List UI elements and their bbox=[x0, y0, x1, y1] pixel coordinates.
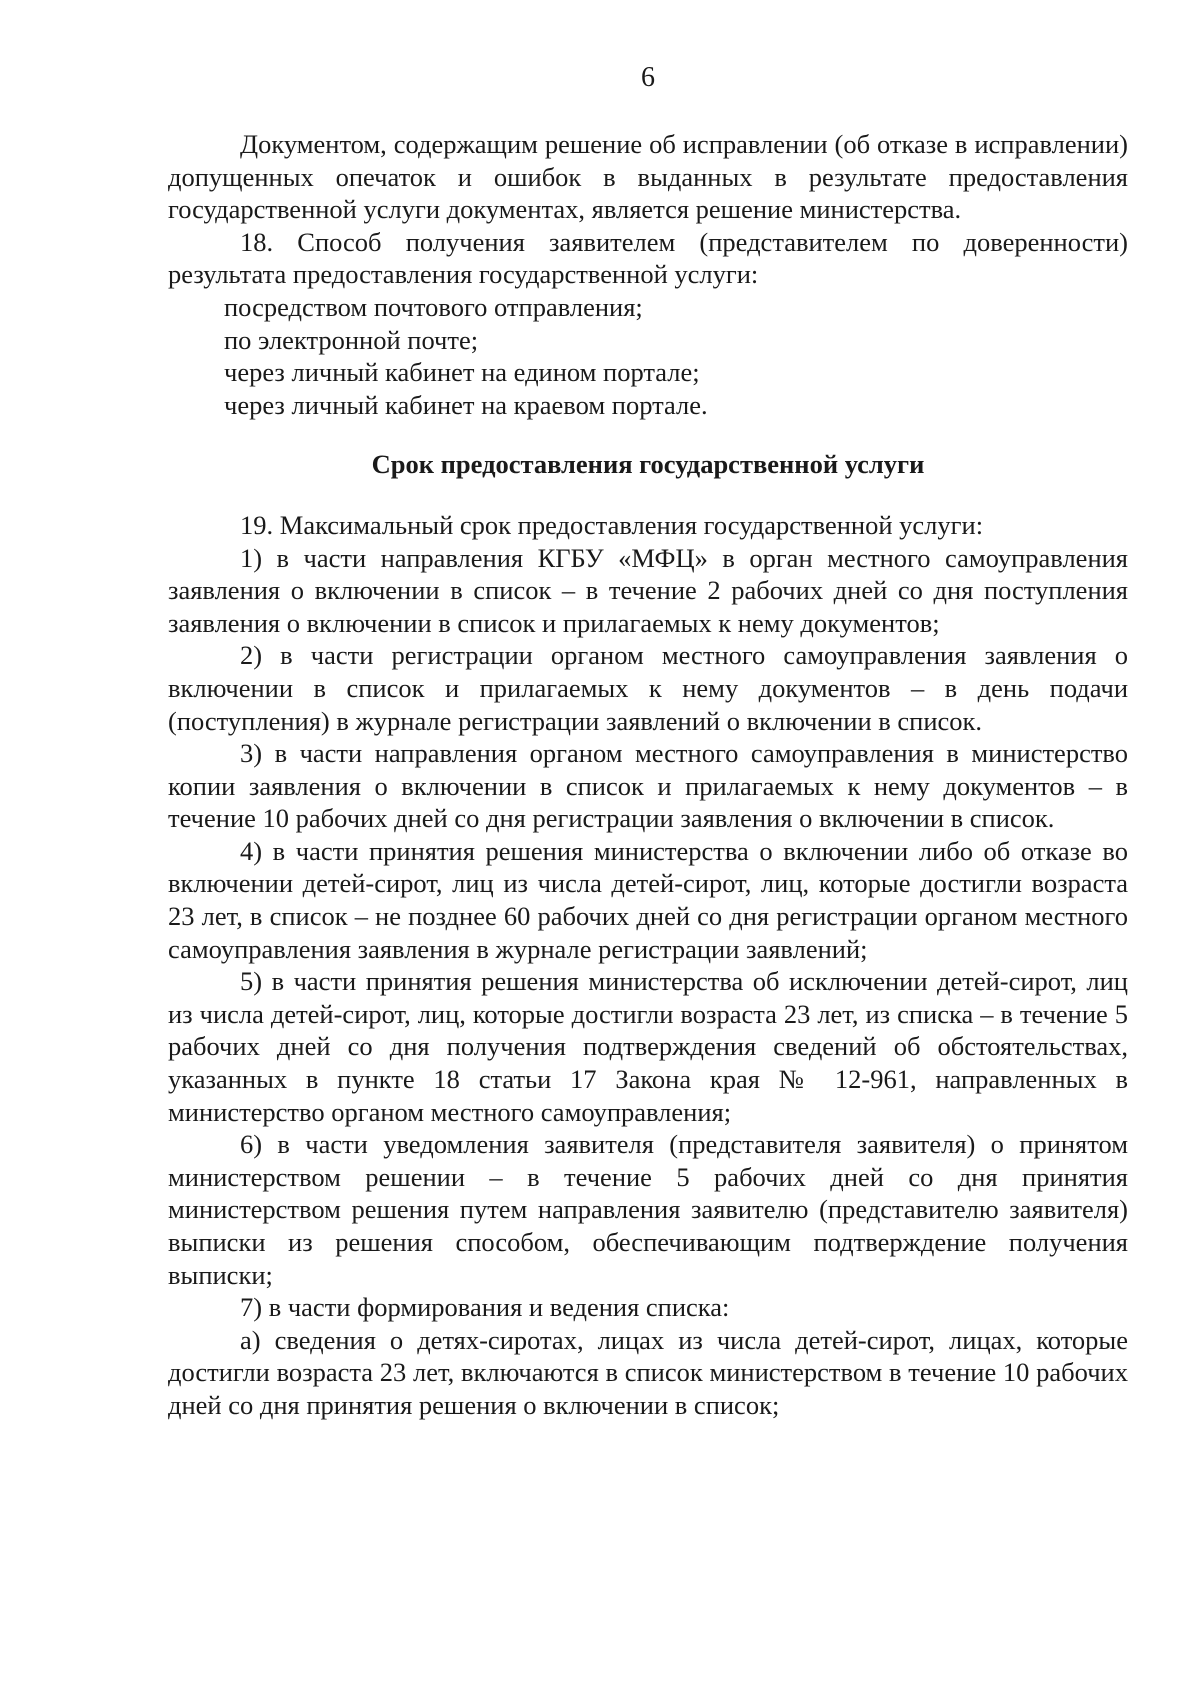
paragraph-19-item-7a: а) сведения о детях-сиротах, лицах из числа детей-сирот, лицах, которые достигли возраста 23 лет, включаются в список министерством в течение 10 рабочих дней со дня принятия решения о включении в список; bbox=[168, 1324, 1128, 1420]
receipt-method-mail: посредством почтового отправления; bbox=[224, 291, 643, 322]
paragraph-19-item-7: 7) в части формирования и ведения списка: bbox=[240, 1292, 730, 1323]
receipt-method-unified-portal: через личный кабинет на едином портале; bbox=[224, 357, 700, 388]
paragraph-19-item-2: 2) в части регистрации органом местного самоуправления заявления о включении в список и прилагаемых к нему документов – в день подачи (поступления) в журнале регистрации заявлений о включении в список. bbox=[168, 640, 1128, 736]
paragraph-19-item-1: 1) в части направления КГБУ «МФЦ» в орган местного самоуправления заявления о включении в список – в течение 2 рабочих дней со дня поступления заявления о включении в список и прилагаемых к нему документов; bbox=[168, 542, 1128, 638]
section-heading: Срок предоставления государственной услуги bbox=[371, 449, 925, 480]
receipt-method-email: по электронной почте; bbox=[224, 324, 479, 355]
paragraph-correction-decision: Документом, содержащим решение об исправлении (об отказе в исправлении) допущенных опечаток и ошибок в выданных в результате предоставления государственной услуги документах, является решение министерства. bbox=[168, 129, 1128, 225]
document-body bbox=[168, 128, 1128, 1422]
paragraph-19-item-3: 3) в части направления органом местного самоуправления в министерство копии заявления о включении в список и прилагаемых к нему документов – в течение 10 рабочих дней со дня регистрации заявления о включении в список. bbox=[168, 738, 1128, 834]
paragraph-19-item-5: 5) в части принятия решения министерства об исключении детей-сирот, лиц из числа детей-сирот, лиц, которые достигли возраста 23 лет, из списка – в течение 5 рабочих дней со дня получения подтверждения сведений об обстоятельствах, указанных в пункте 18 статьи 17 Закона края № 12-961, направленных в министерство органом местного самоуправления; bbox=[168, 966, 1128, 1127]
paragraph-18-receipt-method: 18. Способ получения заявителем (представителем по доверенности) результата предоставления государственной услуги: bbox=[168, 226, 1128, 290]
paragraph-19-item-4: 4) в части принятия решения министерства о включении либо об отказе во включении детей-сирот, лиц из числа детей-сирот, лиц, которые достигли возраста 23 лет, в список – не позднее 60 рабочих дней со дня регистрации органом местного самоуправления заявления в журнале регистрации заявлений; bbox=[168, 835, 1128, 964]
paragraph-19-max-term: 19. Максимальный срок предоставления государственной услуги: bbox=[240, 509, 984, 540]
page-number: 6 bbox=[641, 62, 655, 93]
paragraph-19-item-6: 6) в части уведомления заявителя (представителя заявителя) о принятом министерством решении – в течение 5 рабочих дней со дня принятия министерством решения путем направления заявителю (представителю заявителя) выписки из решения способом, обеспечивающим подтверждение получения выписки; bbox=[168, 1129, 1128, 1290]
receipt-method-regional-portal: через личный кабинет на краевом портале. bbox=[224, 389, 708, 420]
